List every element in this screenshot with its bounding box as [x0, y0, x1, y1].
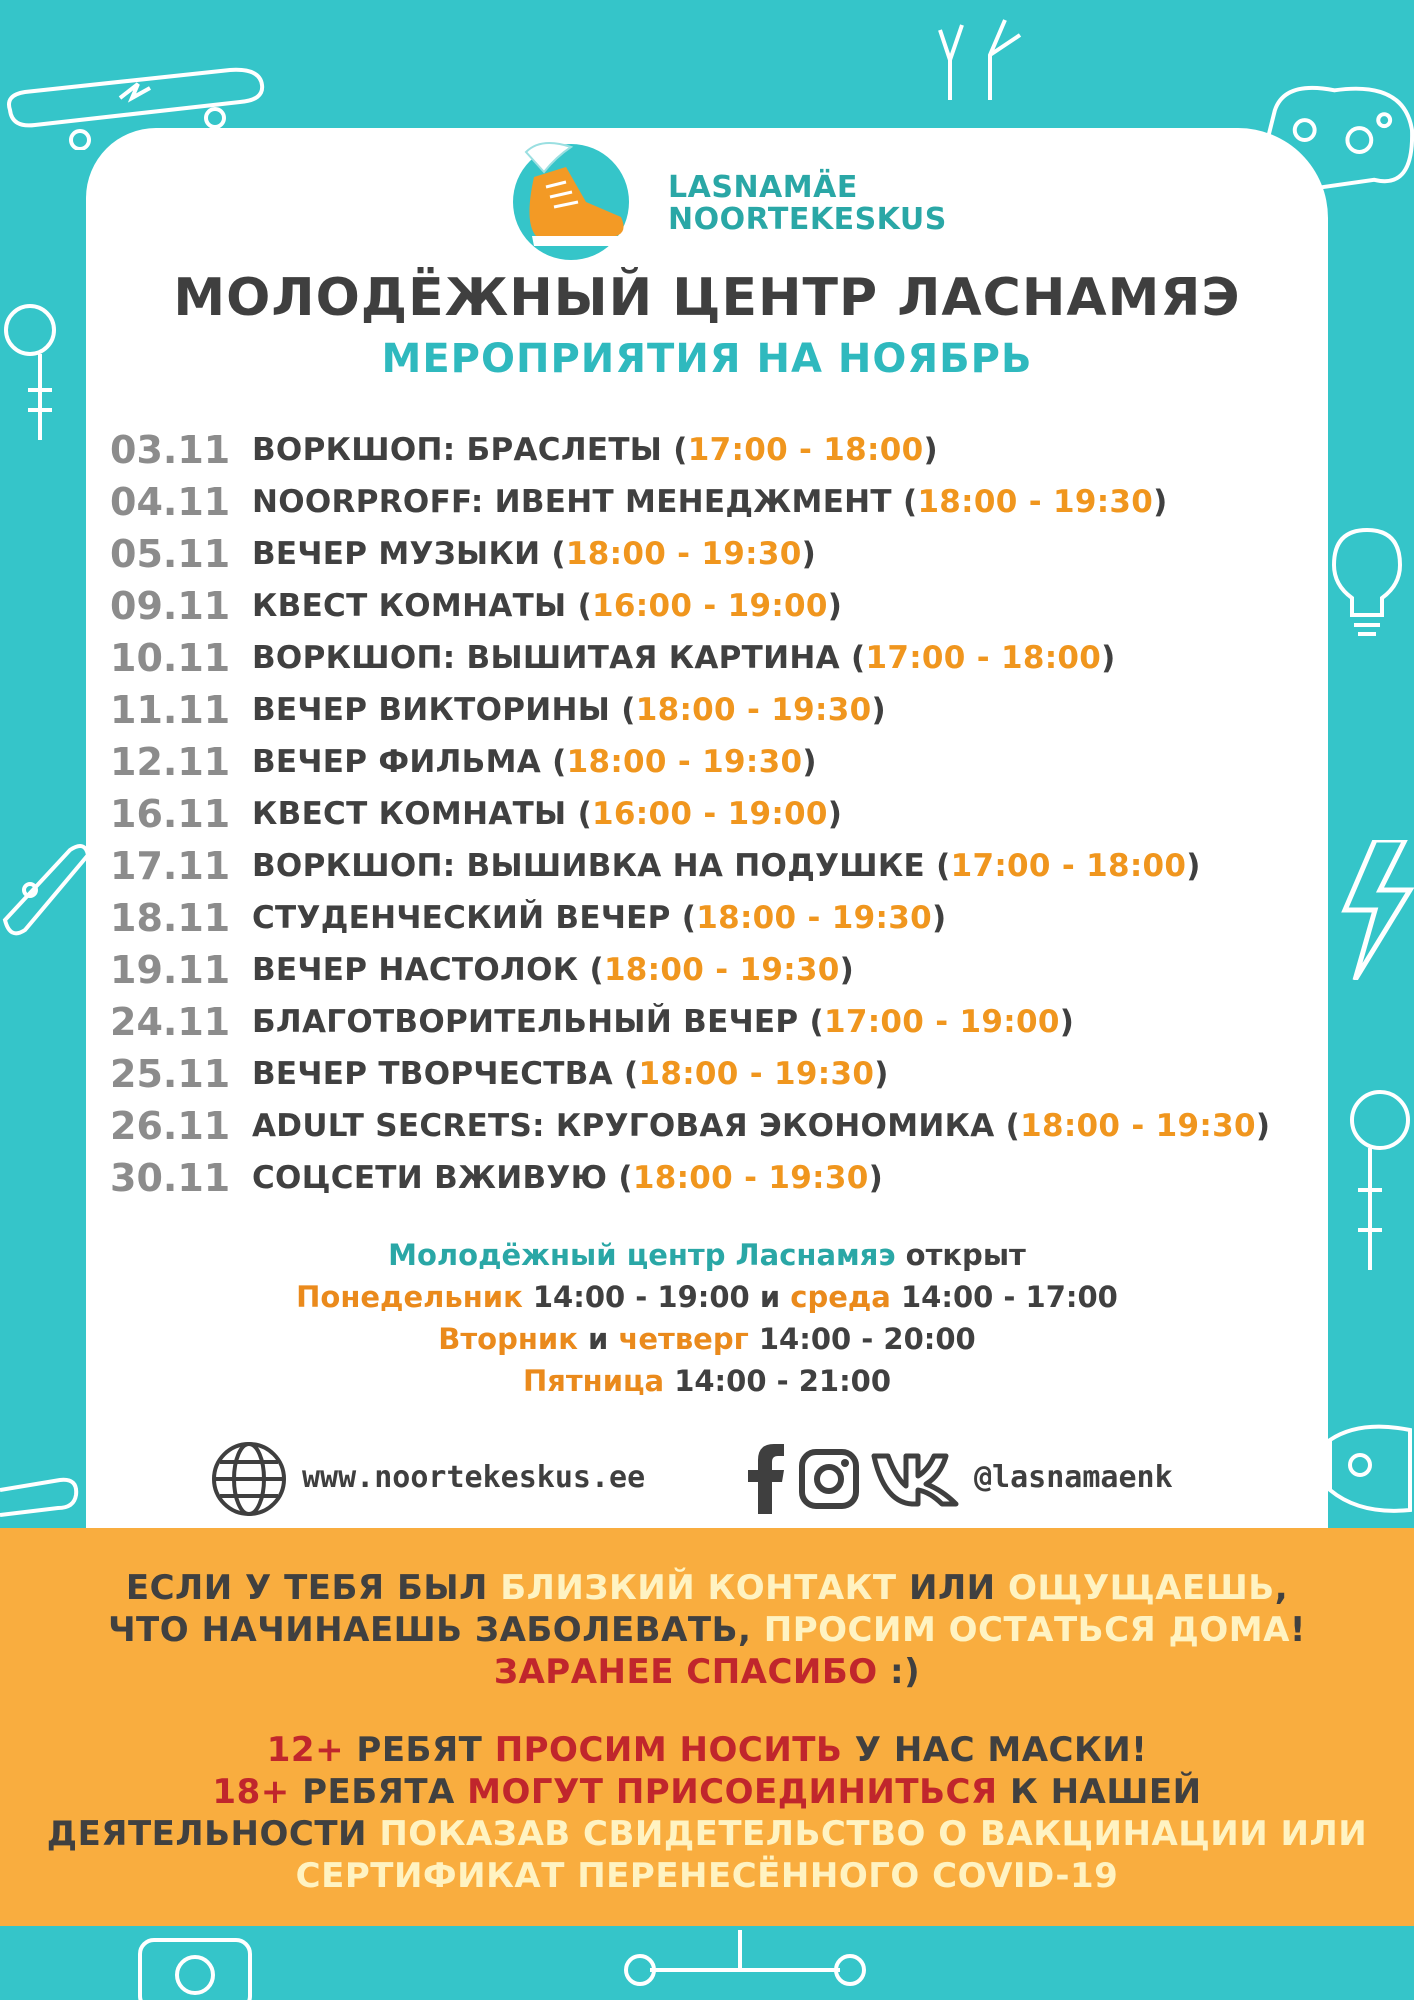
notice-highlight: БЛИЗКИЙ КОНТАКТ: [500, 1568, 897, 1608]
event-text: ВОРКШОП: БРАСЛЕТЫ (17:00 - 18:00): [252, 432, 938, 468]
page-title: МОЛОДЁЖНЫЙ ЦЕНТР ЛАСНАМЯЭ: [173, 268, 1241, 328]
event-name: ВЕЧЕР НАСТОЛОК: [252, 952, 579, 988]
event-name: ВОРКШОП: ВЫШИВКА НА ПОДУШКЕ: [252, 848, 926, 884]
event-row: [110, 632, 1310, 684]
tue-thu-time: 14:00 - 20:00: [758, 1322, 976, 1356]
event-name: ADULT SECRETS: КРУГОВАЯ ЭКОНОМИКА: [252, 1108, 995, 1144]
notice-highlight: СЕРТИФИКАТ ПЕРЕНЕСЁННОГО COVID-19: [295, 1856, 1119, 1896]
event-date: 11.11: [110, 688, 231, 732]
notice-age: 12+: [266, 1730, 345, 1770]
notice-line-4: [0, 1730, 1414, 1770]
day-friday: Пятница: [522, 1364, 665, 1398]
globe-icon: [210, 1440, 288, 1518]
notice-line-1: [0, 1568, 1414, 1608]
event-date: 26.11: [110, 1104, 231, 1148]
notice-highlight: ПОКАЗАВ СВИДЕТЕЛЬСТВО О ВАКЦИНАЦИИ ИЛИ: [379, 1814, 1368, 1854]
notice-line-6: [0, 1814, 1414, 1854]
events-list: [110, 424, 1310, 1204]
notice-age: 18+: [212, 1772, 290, 1812]
hours-mon-wed: [0, 1276, 1414, 1318]
event-date: 19.11: [110, 948, 231, 992]
event-date: 17.11: [110, 844, 231, 888]
notice-text: ЕСЛИ У ТЕБЯ БЫЛ: [125, 1568, 488, 1608]
event-time: 18:00 - 19:30: [632, 1160, 869, 1196]
skateboard-icon: [0, 1440, 80, 1530]
event-time: 16:00 - 19:00: [592, 796, 828, 832]
event-time: 16:00 - 19:00: [592, 588, 828, 624]
notice-emphasis: ПРОСИМ НОСИТЬ: [494, 1730, 843, 1770]
event-row: [110, 580, 1310, 632]
opening-hours: [0, 1234, 1414, 1402]
event-time: 18:00 - 19:30: [566, 744, 803, 780]
event-date: 16.11: [110, 792, 231, 836]
event-row: [110, 528, 1310, 580]
website-link[interactable]: www.noortekeskus.ee: [302, 1460, 646, 1495]
event-row: [110, 996, 1310, 1048]
event-row: [110, 1152, 1310, 1204]
center-name: Молодёжный центр Ласнамяэ: [388, 1238, 896, 1272]
friday-time: 14:00 - 21:00: [674, 1364, 892, 1398]
logo-line1: LASNAMÄE: [668, 170, 858, 205]
notice-text: ИЛИ: [908, 1568, 996, 1608]
hours-tue-thu: [0, 1318, 1414, 1360]
notice-text: РЕБЯТ: [356, 1730, 483, 1770]
sneaker-logo-icon: [496, 132, 636, 262]
notice-emphasis: МОГУТ ПРИСОЕДИНИТЬСЯ: [467, 1772, 998, 1812]
hands-icon: [930, 10, 1060, 100]
event-name: КВЕСТ КОМНАТЫ: [252, 796, 567, 832]
event-time: 18:00 - 19:30: [1020, 1108, 1256, 1144]
event-row: [110, 892, 1310, 944]
social-handle[interactable]: @lasnamaenk: [974, 1460, 1173, 1495]
event-name: ВЕЧЕР ФИЛЬМА: [252, 744, 542, 780]
event-text: КВЕСТ КОМНАТЫ (16:00 - 19:00): [252, 588, 843, 624]
notice-line-5: [0, 1772, 1414, 1812]
scooter-icon: [620, 1930, 880, 2000]
event-row: [110, 944, 1310, 996]
event-text: ВОРКШОП: ВЫШИВКА НА ПОДУШКЕ (17:00 - 18:00): [252, 848, 1201, 884]
event-name: ВЕЧЕР ВИКТОРИНЫ: [252, 692, 611, 728]
day-tuesday: Вторник: [438, 1322, 578, 1356]
event-date: 30.11: [110, 1156, 231, 1200]
event-time: 18:00 - 19:30: [917, 484, 1154, 520]
notice-text: ЧТО НАЧИНАЕШЬ ЗАБОЛЕВАТЬ,: [108, 1610, 752, 1650]
event-name: ВЕЧЕР ТВОРЧЕСТВА: [252, 1056, 613, 1092]
notice-text: К НАШЕЙ: [1009, 1772, 1202, 1812]
event-row: [110, 1048, 1310, 1100]
event-time: 17:00 - 19:00: [823, 1004, 1060, 1040]
event-name: СТУДЕНЧЕСКИЙ ВЕЧЕР: [252, 900, 671, 936]
notice-line-7: [0, 1856, 1414, 1896]
event-time: 18:00 - 19:30: [565, 536, 802, 572]
event-time: 18:00 - 19:30: [696, 900, 932, 936]
event-row: [110, 424, 1310, 476]
event-time: 17:00 - 18:00: [865, 640, 1102, 676]
gamepad-icon: [1320, 1410, 1414, 1520]
event-name: КВЕСТ КОМНАТЫ: [252, 588, 567, 624]
event-name: БЛАГОТВОРИТЕЛЬНЫЙ ВЕЧЕР: [252, 1004, 799, 1040]
logo: [496, 132, 946, 262]
event-text: ВЕЧЕР МУЗЫКИ (18:00 - 19:30): [252, 536, 817, 572]
facebook-icon[interactable]: [746, 1444, 786, 1514]
contacts-bar: [210, 1440, 1210, 1520]
event-name: ВОРКШОП: БРАСЛЕТЫ: [252, 432, 663, 468]
lightbulb-icon: [1320, 510, 1414, 640]
event-date: 24.11: [110, 1000, 231, 1044]
vk-icon[interactable]: [870, 1448, 960, 1508]
event-time: 18:00 - 19:30: [603, 952, 840, 988]
event-time: 18:00 - 19:30: [635, 692, 872, 728]
event-time: 18:00 - 19:30: [638, 1056, 875, 1092]
event-name: NOORPROFF: ИВЕНТ МЕНЕДЖМЕНТ: [252, 484, 892, 520]
instagram-icon[interactable]: [798, 1448, 860, 1510]
event-row: [110, 840, 1310, 892]
notice-highlight: ОЩУЩАЕШЬ: [1007, 1568, 1275, 1608]
open-word: открыт: [905, 1238, 1026, 1272]
event-date: 05.11: [110, 532, 231, 576]
event-time: 17:00 - 18:00: [950, 848, 1187, 884]
event-date: 09.11: [110, 584, 231, 628]
notice-text: У НАС МАСКИ!: [854, 1730, 1148, 1770]
event-date: 04.11: [110, 480, 231, 524]
and-1: и: [759, 1280, 781, 1314]
notice-text: :): [877, 1652, 921, 1692]
page-subtitle: МЕРОПРИЯТИЯ НА НОЯБРЬ: [381, 336, 1033, 382]
event-text: БЛАГОТВОРИТЕЛЬНЫЙ ВЕЧЕР (17:00 - 19:00): [252, 1004, 1075, 1040]
lightning-icon: [1335, 840, 1414, 980]
event-date: 12.11: [110, 740, 231, 784]
and-2: и: [588, 1322, 609, 1356]
event-time: 17:00 - 18:00: [687, 432, 924, 468]
day-thursday: четверг: [618, 1322, 749, 1356]
skateboard-icon: [0, 830, 90, 940]
event-text: ВЕЧЕР НАСТОЛОК (18:00 - 19:30): [252, 952, 855, 988]
event-name: ВОРКШОП: ВЫШИТАЯ КАРТИНА: [252, 640, 840, 676]
wednesday-time: 14:00 - 17:00: [900, 1280, 1118, 1314]
event-text: ВЕЧЕР ФИЛЬМА (18:00 - 19:30): [252, 744, 817, 780]
hours-intro: [0, 1234, 1414, 1276]
notice-text: РЕБЯТА: [302, 1772, 455, 1812]
event-date: 18.11: [110, 896, 231, 940]
covid-notice: [0, 1528, 1414, 1926]
hours-fri: [0, 1360, 1414, 1402]
event-date: 25.11: [110, 1052, 231, 1096]
event-text: ADULT SECRETS: КРУГОВАЯ ЭКОНОМИКА (18:00 - 19:30): [252, 1108, 1271, 1144]
event-row: [110, 736, 1310, 788]
event-text: СТУДЕНЧЕСКИЙ ВЕЧЕР (18:00 - 19:30): [252, 900, 947, 936]
event-text: ВОРКШОП: ВЫШИТАЯ КАРТИНА (17:00 - 18:00): [252, 640, 1116, 676]
notice-text: ,: [1274, 1568, 1289, 1608]
event-text: ВЕЧЕР ТВОРЧЕСТВА (18:00 - 19:30): [252, 1056, 889, 1092]
event-text: СОЦСЕТИ ВЖИВУЮ (18:00 - 19:30): [252, 1160, 884, 1196]
notice-highlight: ПРОСИМ ОСТАТЬСЯ ДОМА: [763, 1610, 1290, 1650]
event-date: 10.11: [110, 636, 231, 680]
logo-line2: NOORTEKESKUS: [668, 202, 947, 237]
event-date: 03.11: [110, 428, 231, 472]
event-text: ВЕЧЕР ВИКТОРИНЫ (18:00 - 19:30): [252, 692, 886, 728]
event-name: СОЦСЕТИ ВЖИВУЮ: [252, 1160, 608, 1196]
event-row: [110, 788, 1310, 840]
logo-text: [668, 172, 947, 236]
event-name: ВЕЧЕР МУЗЫКИ: [252, 536, 541, 572]
notice-line-2: [0, 1610, 1414, 1650]
notice-line-3: [0, 1652, 1414, 1692]
event-row: [110, 1100, 1310, 1152]
day-wednesday: среда: [790, 1280, 891, 1314]
event-row: [110, 684, 1310, 736]
event-row: [110, 476, 1310, 528]
event-text: КВЕСТ КОМНАТЫ (16:00 - 19:00): [252, 796, 843, 832]
camera-icon: [130, 1930, 260, 2000]
day-monday: Понедельник: [296, 1280, 523, 1314]
notice-text: ДЕЯТЕЛЬНОСТИ: [46, 1814, 367, 1854]
event-text: NOORPROFF: ИВЕНТ МЕНЕДЖМЕНТ (18:00 - 19:30): [252, 484, 1168, 520]
notice-text: !: [1289, 1610, 1306, 1650]
monday-time: 14:00 - 19:00: [532, 1280, 750, 1314]
notice-thanks: ЗАРАНЕЕ СПАСИБО: [493, 1652, 878, 1692]
